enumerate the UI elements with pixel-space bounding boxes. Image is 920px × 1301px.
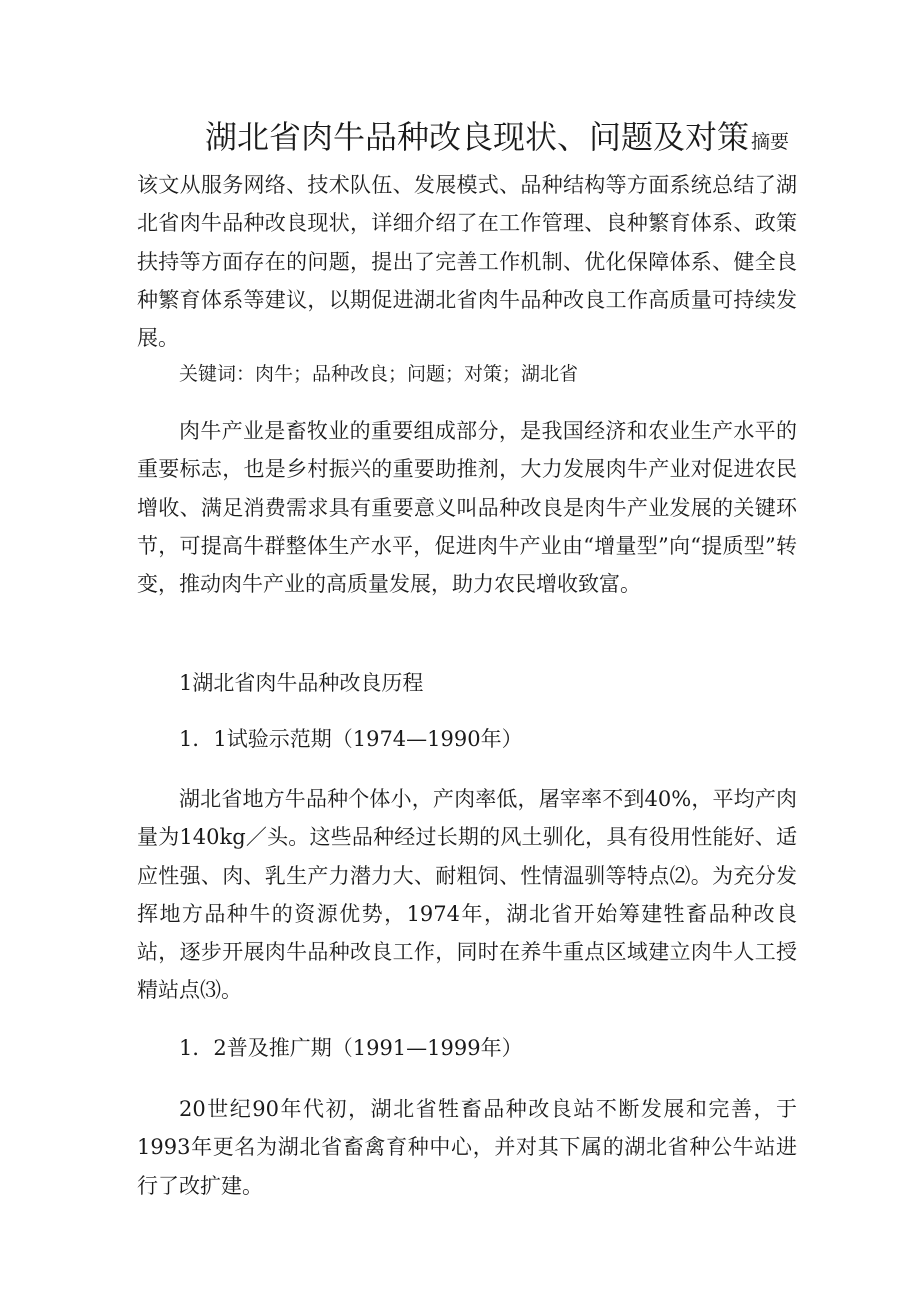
section-1-heading: 1湖北省肉牛品种改良历程 <box>179 671 424 695</box>
document-title: 湖北省肉牛品种改良现状、问题及对策 <box>205 118 750 156</box>
section-1-1-paragraph: 湖北省地方牛品种个体小，产肉率低，屠宰率不到40%，平均产肉量为140kg／头。这些品种经过长期的风土驯化，具有役用性能好、适应性强、肉、乳生产力潜力大、耐粗饲、性情温驯等特点⑵。为充分发挥地方品种牛的资源优势，1974年，湖北省开始筹建牲畜品种改良站，逐步开展肉牛品种改良工作，同时在养牛重点区域建立肉牛人工授精站点⑶。 <box>137 787 797 1003</box>
section-1-2-heading: 1．2普及推广期（1991—1999年） <box>179 1036 523 1060</box>
intro-paragraph: 肉牛产业是畜牧业的重要组成部分，是我国经济和农业生产水平的重要标志，也是乡村振兴的重要助推剂，大力发展肉牛产业对促进农民增收、满足消费需求具有重要意义叫品种改良是肉牛产业发展的关键环节，可提高牛群整体生产水平，促进肉牛产业由“增量型”向“提质型”转变，推动肉牛产业的高质量发展，助力农民增收致富。 <box>137 419 797 597</box>
section-1-2-paragraph: 20世纪90年代初，湖北省牲畜品种改良站不断发展和完善，于1993年更名为湖北省畜禽育种中心，并对其下属的湖北省种公牛站进行了改扩建。 <box>137 1097 797 1198</box>
abstract-label: 摘要 <box>751 131 790 153</box>
keywords: 关键词：肉牛；品种改良；问题；对策；湖北省 <box>179 363 579 385</box>
title-line <box>205 112 789 158</box>
section-1-1-heading: 1．1试验示范期（1974—1990年） <box>179 727 523 751</box>
abstract-paragraph: 该文从服务网络、技术队伍、发展模式、品种结构等方面系统总结了湖北省肉牛品种改良现状，详细介绍了在工作管理、良种繁育体系、政策扶持等方面存在的问题，提出了完善工作机制、优化保障体系、健全良种繁育体系等建议，以期促进湖北省肉牛品种改良工作高质量可持续发展。 <box>137 173 797 351</box>
